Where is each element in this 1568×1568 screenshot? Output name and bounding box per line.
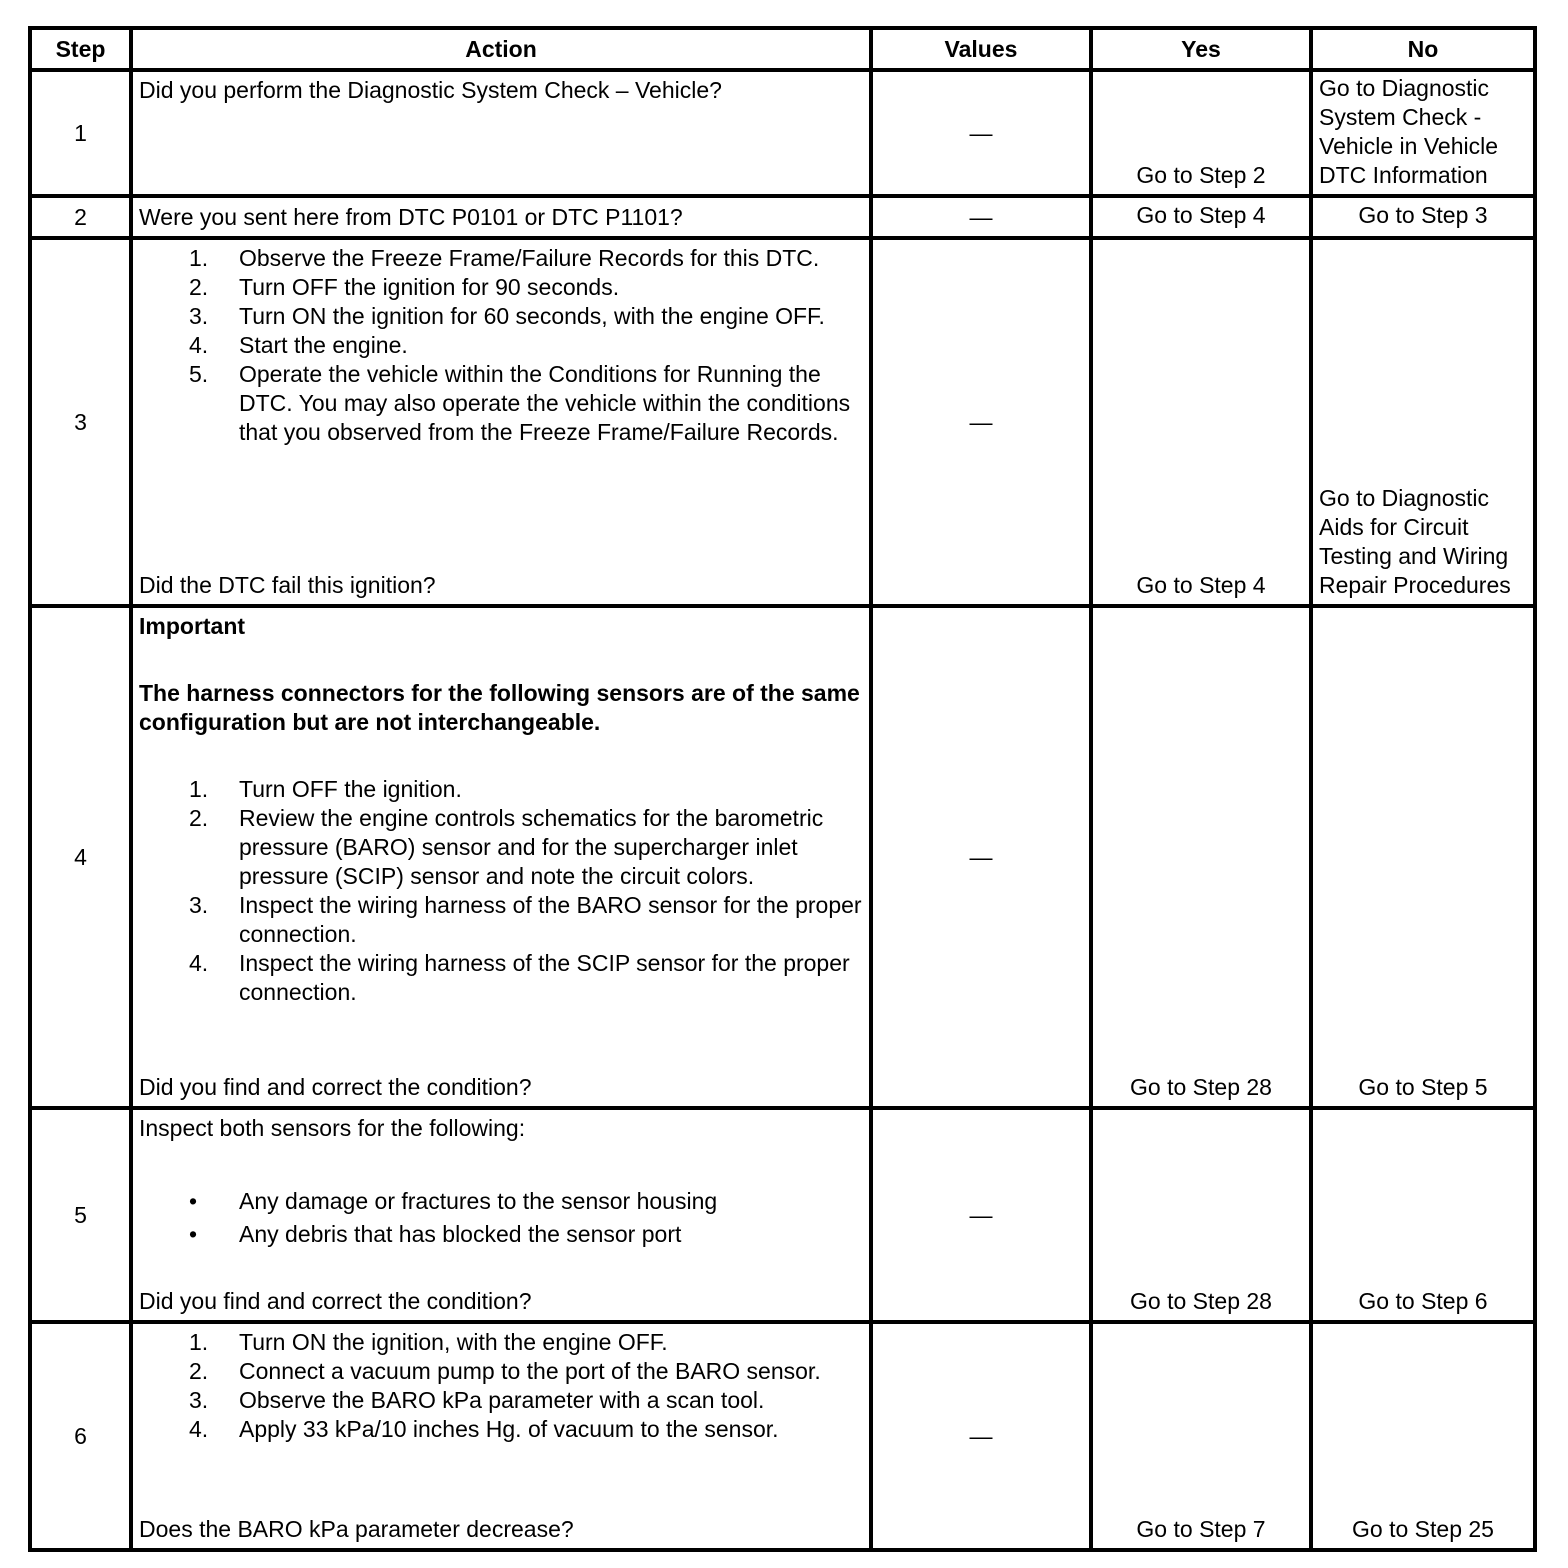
diagnostic-table: [28, 26, 1537, 1552]
list-item: Turn OFF the ignition for 90 seconds.: [239, 274, 620, 300]
list-item: Apply 33 kPa/10 inches Hg. of vacuum to the sensor.: [239, 1416, 779, 1442]
list-item: Inspect the wiring harness of the BARO sensor for the proper connection.: [239, 892, 862, 947]
list-item: Operate the vehicle within the Conditions for Running the DTC. You may also operate the vehicle within the conditions that you observed from the Freeze Frame/Failure Records.: [239, 361, 851, 445]
no-cell: Go to Diagnostic System Check - Vehicle in Vehicle DTC Information: [1311, 70, 1535, 196]
yes-cell: Go to Step 7: [1091, 1322, 1311, 1550]
action-cell: [131, 238, 871, 606]
question-text: Did you find and correct the condition?: [139, 1074, 532, 1100]
bullet-list: [139, 1187, 863, 1253]
value-text: —: [969, 843, 993, 870]
table-row-step-5: [30, 1108, 1535, 1322]
yes-cell: Go to Step 2: [1091, 70, 1311, 196]
no-cell: Go to Step 6: [1311, 1108, 1535, 1322]
important-note: The harness connectors for the following sensors are of the same configuration but are not interchangeable.: [139, 680, 860, 735]
header-yes: Yes: [1091, 28, 1311, 70]
step-number: 3: [30, 238, 131, 606]
values-cell: [871, 1322, 1091, 1550]
table-row-step-2: [30, 196, 1535, 238]
values-cell: [871, 70, 1091, 196]
yes-cell: Go to Step 28: [1091, 1108, 1311, 1322]
header-step: Step: [30, 28, 131, 70]
no-cell: Go to Step 3: [1311, 196, 1535, 238]
values-cell: [871, 1108, 1091, 1322]
list-item: • Any debris that has blocked the sensor port: [239, 1220, 863, 1249]
numbered-list: [139, 775, 863, 1007]
question-text: Did the DTC fail this ignition?: [139, 572, 436, 598]
header-action: Action: [131, 28, 871, 70]
value-text: —: [969, 203, 993, 230]
question-text: Does the BARO kPa parameter decrease?: [139, 1516, 574, 1542]
value-text: —: [969, 119, 993, 146]
list-item: Observe the BARO kPa parameter with a scan tool.: [239, 1387, 765, 1413]
step-number: 2: [30, 196, 131, 238]
table-row-step-6: [30, 1322, 1535, 1550]
no-cell: Go to Diagnostic Aids for Circuit Testing and Wiring Repair Procedures: [1311, 238, 1535, 606]
numbered-list: [139, 1328, 863, 1444]
yes-cell: Go to Step 4: [1091, 238, 1311, 606]
action-cell: [131, 70, 871, 196]
action-text: Were you sent here from DTC P0101 or DTC P1101?: [139, 203, 683, 230]
header-values: Values: [871, 28, 1091, 70]
step-number: 1: [30, 70, 131, 196]
list-item: Turn OFF the ignition.: [239, 776, 462, 802]
action-cell: [131, 606, 871, 1108]
action-cell: [131, 196, 871, 238]
header-no: No: [1311, 28, 1535, 70]
step-number: 4: [30, 606, 131, 1108]
action-cell: [131, 1108, 871, 1322]
diagnostic-table-wrapper: [28, 26, 1533, 1552]
table-row-step-1: [30, 70, 1535, 196]
value-text: —: [969, 408, 993, 435]
list-item: Review the engine controls schematics for the barometric pressure (BARO) sensor and for the supercharger inlet pressure (SCIP) sensor and note the circuit colors.: [239, 805, 824, 889]
no-cell: Go to Step 25: [1311, 1322, 1535, 1550]
list-item: Connect a vacuum pump to the port of the BARO sensor.: [239, 1358, 821, 1384]
no-cell: Go to Step 5: [1311, 606, 1535, 1108]
values-cell: [871, 238, 1091, 606]
step-number: 6: [30, 1322, 131, 1550]
table-row-step-4: [30, 606, 1535, 1108]
list-item: Inspect the wiring harness of the SCIP sensor for the proper connection.: [239, 950, 850, 1005]
numbered-list: [139, 244, 863, 447]
list-item: Start the engine.: [239, 332, 408, 358]
list-item: Turn ON the ignition, with the engine OFF.: [239, 1329, 668, 1355]
list-item: • Any damage or fractures to the sensor housing: [239, 1187, 863, 1216]
action-text: Inspect both sensors for the following:: [139, 1115, 526, 1141]
table-row-step-3: [30, 238, 1535, 606]
values-cell: [871, 196, 1091, 238]
list-item: Observe the Freeze Frame/Failure Records for this DTC.: [239, 245, 820, 271]
value-text: —: [969, 1422, 993, 1449]
action-text: Did you perform the Diagnostic System Check – Vehicle?: [139, 77, 722, 103]
question-text: Did you find and correct the condition?: [139, 1288, 532, 1314]
action-cell: [131, 1322, 871, 1550]
header-row: [30, 28, 1535, 70]
value-text: —: [969, 1201, 993, 1228]
list-item: Turn ON the ignition for 60 seconds, with the engine OFF.: [239, 303, 825, 329]
yes-cell: Go to Step 4: [1091, 196, 1311, 238]
values-cell: [871, 606, 1091, 1108]
yes-cell: Go to Step 28: [1091, 606, 1311, 1108]
step-number: 5: [30, 1108, 131, 1322]
important-title: Important: [139, 613, 246, 639]
